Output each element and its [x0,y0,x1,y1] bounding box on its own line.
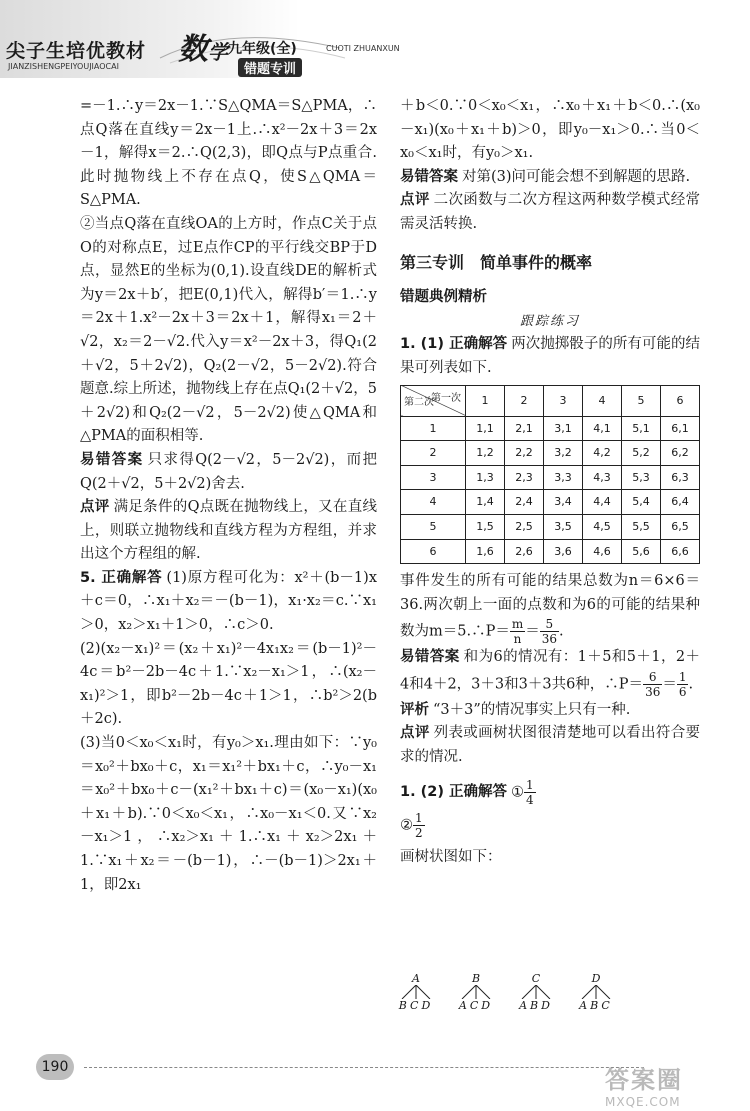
table-cell: 4,6 [583,539,622,564]
question-label: 5. 正确解答 [80,569,163,586]
question-1-2: 1. (2) 正确解答 ① $\frac{1}{4}$ [400,777,534,807]
comment-label: 点评 [400,725,430,742]
fraction: $\frac{1}{2}$ [415,810,423,840]
table-cell: 4,1 [583,416,622,441]
column-header: 3 [544,385,583,416]
paragraph: (2)(x₂－x₁)²＝(x₂＋x₁)²－4x₁x₂＝(b－1)²－4c＝b²－2b－4c＋1.∵x₂－x₁＞1，∴(x₂－x₁)²＞1，即b²－2b－4c＋1＞1，∴b²＞2(b＋2c). [80,640,377,728]
outcome-table [400,385,700,565]
table-cell: 1,2 [466,441,505,466]
question-label: 1. (2) 正确解答 [400,784,508,801]
row-header: 2 [401,441,466,466]
table-row [401,465,700,490]
table-cell: 5,4 [622,490,661,515]
table-cell: 3,2 [544,441,583,466]
row-header: 4 [401,490,466,515]
watermark-title: 答案圈 [605,1066,683,1094]
subject-title: 数学 [178,32,228,67]
fraction: $\frac{m}{n}$ [511,617,524,647]
comment-note: 点评 满足条件的Q点既在抛物线上，又在直线上，则联立抛物线和直线方程为方程组，并求出这个方程组的解. [80,499,377,563]
fraction: $\frac{6}{36}$ [645,669,661,699]
table-cell: 1,6 [466,539,505,564]
table-cell: 3,6 [544,539,583,564]
paragraph: =－1.∴y＝2x－1.∵S△QMA＝S△PMA，∴点Q落在直线y＝2x－1上.∴x²－2x＋3＝2x－1，解得x＝2.∴Q(2,3)，即Q点与P点重合.此时抛物线上不存在点Q，使S△QMA＝S△PMA. [80,98,377,209]
tree-branch [575,972,617,1012]
table-cell: 2,5 [505,514,544,539]
tree-root: D [591,972,601,985]
table-cell: 4,2 [583,441,622,466]
table-cell: 3,5 [544,514,583,539]
table-cell: 1,1 [466,416,505,441]
row-header: 1 [401,416,466,441]
series-pinyin: JIANZISHENGPEIYOUJIAOCAI [8,62,119,71]
paragraph: ＋b＜0.∵0＜x₀＜x₁，∴x₀＋x₁＋b＜0.∴(x₀－x₁)(x₀＋x₁＋b)＞0，即y₀－x₁＞0.∴当0＜x₀＜x₁时，有y₀＞x₁. [400,98,700,162]
tree-leaves: ABD [519,999,553,1012]
footer-divider [84,1067,644,1068]
table-cell: 2,6 [505,539,544,564]
section-subtitle: 错题典例精析 [400,289,487,306]
review-label: 评析 [400,701,429,718]
table-row [401,490,700,515]
grade-label: 九年级(全) [228,41,297,57]
table-cell: 2,2 [505,441,544,466]
tree-root: A [412,972,420,985]
event-probability: 事件发生的所有可能的结果总数为n＝6×6＝36.两次朝上一面的点数和为6的可能的结果种数为m＝5.∴P＝ $\frac{m}{n}$ ＝ $\frac{5}{36}$ . [400,573,700,647]
table-cell: 4,3 [583,465,622,490]
column-header: 1 [466,385,505,416]
table-cell: 3,3 [544,465,583,490]
tree-root: B [471,972,481,985]
tree-leaves: ACD [458,999,494,1012]
paragraph: ②当点Q落在直线OA的上方时，作点C关于点O的对称点E，过E点作CP的平行线交BP于D点，显然E的坐标为(0,1).设直线DE的解析式为y＝2x＋b′，把E(0,1)代入，解得b′＝1.∴y＝2x＋1.x²－2x＋3＝2x＋1，解得x₁＝2＋√2，x₂＝2－√2.代入y＝x²－2x＋3，得Q₁(2＋√2，5＋2√2)，Q₂(2－√2，5－2√2).符合题意.综上所述，抛物线上存在点Q₁(2＋√2，5＋2√2)和Q₂(2－√2，5－2√2)使△QMA和△PMA的面积相等. [80,215,377,445]
mistake-note: 易错答案 和为6的情况有：1＋5和5＋1，2＋4和4＋2，3＋3和3＋3共6种，∴P＝ $\frac{6}{36}$ ＝ $\frac{1}{6}$ . [400,649,701,699]
question-label: 1. (1) 正确解答 [400,336,508,353]
comment-label: 点评 [400,192,430,209]
mistake-note: 易错答案 只求得Q(2－√2，5－2√2)，而把Q(2＋√2，5＋2√2)舍去. [80,451,377,492]
tree-leaves: ABC [579,999,613,1012]
table-cell: 5,3 [622,465,661,490]
table-cell: 5,1 [622,416,661,441]
table-cell: 5,5 [622,514,661,539]
table-row [401,416,700,441]
table-cell: 2,4 [505,490,544,515]
topic-pinyin: CUOTI ZHUANXUN [326,44,400,53]
table-row [401,441,700,466]
table-cell: 4,4 [583,490,622,515]
table-cell: 1,5 [466,514,505,539]
tree-branch [395,972,437,1012]
fraction: $\frac{1}{6}$ [678,669,687,699]
mistake-label: 易错答案 [80,451,144,468]
table-cell: 6,6 [661,539,700,564]
fraction: $\frac{1}{4}$ [526,777,534,807]
left-column [80,95,377,897]
paragraph: (3)当0＜x₀＜x₁时，有y₀＞x₁.理由如下：∵y₀＝x₀²＋bx₀＋c，x₁＝x₁²＋bx₁＋c，∴y₀－x₁＝x₀²＋bx₀＋c－(x₁²＋bx₁＋c)＝(x₀－x₁)(x₀＋x₁＋b).∵0＜x₀＜x₁，∴x₀－x₁＜0.又∵x₂－x₁＞1，∴x₂＞x₁＋1.∴x₁＋x₂＞2x₁＋1.∵x₁＋x₂＝－(b－1)，∴－(b－1)＞2x₁＋1，即2x₁ [80,735,377,893]
row-header: 6 [401,539,466,564]
table-corner: 第一次 第二次 [401,385,466,416]
page-number: 190 [36,1054,74,1080]
tree-leaves: BCD [398,999,434,1012]
table-cell: 5,2 [622,441,661,466]
column-header: 5 [622,385,661,416]
table-cell: 6,1 [661,416,700,441]
page-footer [0,1040,750,1111]
tree-diagram [395,972,617,1012]
table-cell: 2,3 [505,465,544,490]
table-cell: 5,6 [622,539,661,564]
mistake-label: 易错答案 [400,649,460,666]
watermark [605,1060,735,1108]
watermark-url: MXQE.COM [605,1095,681,1109]
track-practice-heading: 跟踪练习 [519,313,580,329]
comment-note: 点评 列表或画树状图很清楚地可以看出符合要求的情况. [400,725,701,766]
table-cell: 1,4 [466,490,505,515]
row-header: 5 [401,514,466,539]
tree-caption: 画树状图如下： [400,848,502,865]
section-title: 第三专训 简单事件的概率 [400,252,593,272]
topic-badge: 错题专训 [238,58,302,77]
comment-label: 点评 [80,499,110,516]
mistake-note: 易错答案 对第(3)问可能会想不到解题的思路. [400,168,691,185]
review-note: 评析 “3＋3”的情况事实上只有一种. [400,701,631,718]
table-cell: 6,2 [661,441,700,466]
right-column [400,95,700,869]
column-header: 2 [505,385,544,416]
table-cell: 1,3 [466,465,505,490]
column-header: 6 [661,385,700,416]
table-cell: 6,4 [661,490,700,515]
tree-branch [455,972,497,1012]
table-cell: 6,5 [661,514,700,539]
tree-branch [515,972,557,1012]
question-1-1: 1. (1) 正确解答 两次抛掷骰子的所有可能的结果可列表如下. [400,336,700,376]
table-cell: 4,5 [583,514,622,539]
table-cell: 2,1 [505,416,544,441]
fraction: $\frac{5}{36}$ [541,617,558,647]
column-header: 4 [583,385,622,416]
table-cell: 3,1 [544,416,583,441]
comment-note: 点评 二次函数与二次方程这两种数学模式经常需灵活转换. [400,192,701,232]
question-5: 5. 正确解答 (1)原方程可化为：x²＋(b－1)x＋c＝0，∴x₁＋x₂＝－(b－1)，x₁·x₂＝c.∵x₁＞0，x₂＞x₁＋1＞0，∴c＞0. [80,569,377,634]
table-cell: 3,4 [544,490,583,515]
table-row [401,514,700,539]
mistake-label: 易错答案 [400,168,458,185]
page-header [0,0,750,78]
table-cell: 6,3 [661,465,700,490]
tree-root: C [531,972,541,985]
answer-2: ② $\frac{1}{2}$ [400,810,423,840]
table-row [401,539,700,564]
row-header: 3 [401,465,466,490]
series-title: 尖子生培优教材 [6,40,147,62]
